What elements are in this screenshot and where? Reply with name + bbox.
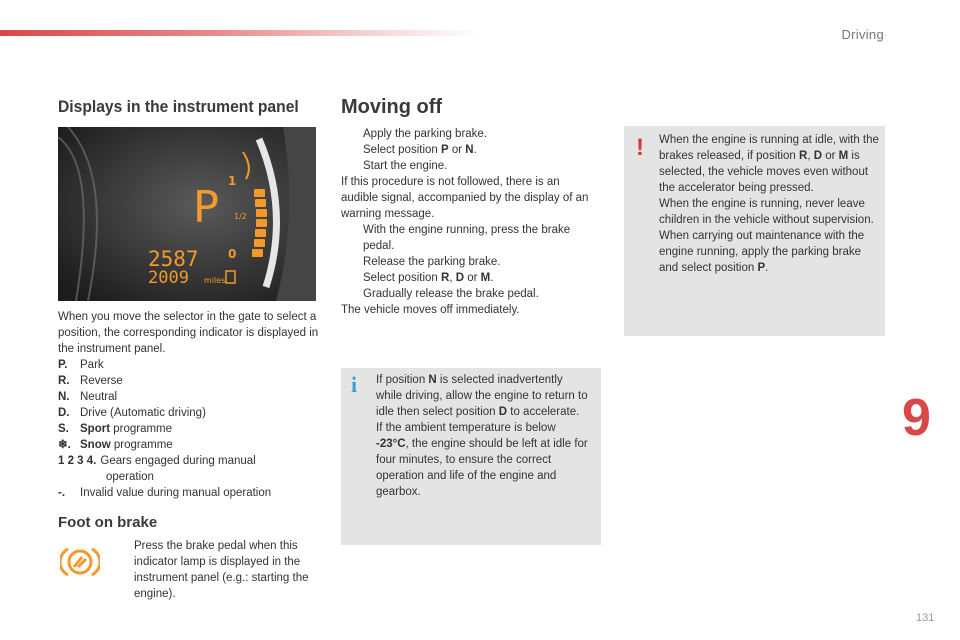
list-item: -. Invalid value during manual operation [58, 487, 272, 499]
arrow-bullet-icon [341, 254, 363, 270]
distance-unit: miles [204, 276, 226, 285]
list-item: N. Neutral [58, 391, 118, 403]
warning-paragraph: When the engine is running, never leave children in the vehicle without supervision. [659, 198, 874, 226]
list-item: ❄. Snow programme [58, 439, 173, 451]
info-paragraph: If the ambient temperature is below -23°C, the engine should be left at idle for four minutes, to ensure the correct operation and life of the engine and gearbox. [376, 422, 588, 498]
moving-off-result: The vehicle moves off immediately. [341, 304, 520, 316]
arrow-bullet-icon [341, 126, 363, 142]
info-box [341, 368, 601, 545]
arrow-bullet-icon [341, 286, 363, 302]
arrow-bullet-icon [341, 222, 363, 254]
list-item: Apply the parking brake. [341, 126, 596, 142]
list-item: P. Park [58, 359, 104, 371]
trip-value: 2009 [148, 268, 189, 288]
moving-off-note: If this procedure is not followed, there is an audible signal, accompanied by the display of an warning message. [341, 176, 589, 220]
list-item: S. Sport programme [58, 423, 173, 435]
arrow-bullet-icon [341, 142, 363, 158]
warning-paragraph: When the engine is running at idle, with the brakes released, if position R, D or M is selected, the vehicle moves even without the accelerator being pressed. [659, 134, 879, 194]
list-item: Select position R, D or M. [341, 270, 596, 286]
moving-off-heading: Moving off [341, 96, 443, 118]
list-item: Release the parking brake. [341, 254, 596, 270]
list-item: D. Drive (Automatic driving) [58, 407, 206, 419]
fuel-gauge-full-label: 1 [228, 174, 237, 188]
fuel-gauge-empty-label: 0 [228, 247, 237, 261]
warning-paragraph: When carrying out maintenance with the engine running, apply the parking brake and select position P. [659, 230, 865, 274]
list-item: With the engine running, press the brake pedal. [341, 222, 596, 254]
arrow-bullet-icon [112, 538, 134, 602]
gear-indicator: P [193, 182, 220, 233]
arrow-bullet-icon [341, 270, 363, 286]
chapter-title: Driving [841, 27, 884, 42]
list-item-continuation: operation [106, 471, 154, 483]
foot-on-brake-warning-icon [60, 545, 100, 579]
foot-on-brake-instruction: Press the brake pedal when this indicator lamp is displayed in the instrument panel (e.g.: starting the engine). [112, 538, 317, 602]
arrow-bullet-icon [341, 158, 363, 174]
list-item: R. Reverse [58, 375, 123, 387]
exclamation-icon: ! [636, 134, 644, 161]
moving-off-steps [341, 126, 596, 318]
odometer-value: 2587 [148, 247, 199, 271]
displays-heading: Displays in the instrument panel [58, 97, 299, 116]
list-item: Start the engine. [341, 158, 596, 174]
info-icon: i [351, 372, 358, 397]
list-item: 1 2 3 4. Gears engaged during manual [58, 455, 256, 467]
list-item: Gradually release the brake pedal. [341, 286, 596, 302]
chapter-number: 9 [902, 389, 931, 447]
snowflake-icon: ❄. [58, 439, 71, 451]
displays-intro: When you move the selector in the gate to select a position, the corresponding indicator is displayed in the instrument panel. [58, 311, 319, 355]
warning-box [624, 126, 885, 336]
info-paragraph: If position N is selected inadvertently while driving, allow the engine to return to idle then select position D to accelerate. [376, 374, 588, 418]
page-number: 131 [916, 612, 935, 624]
foot-on-brake-heading: Foot on brake [58, 514, 158, 531]
header-accent-bar [0, 30, 480, 36]
displays-text [58, 309, 320, 501]
list-item: Select position P or N. [341, 142, 596, 158]
fuel-gauge-half-label: 1/2 [234, 212, 247, 221]
instrument-cluster-image [58, 127, 316, 301]
